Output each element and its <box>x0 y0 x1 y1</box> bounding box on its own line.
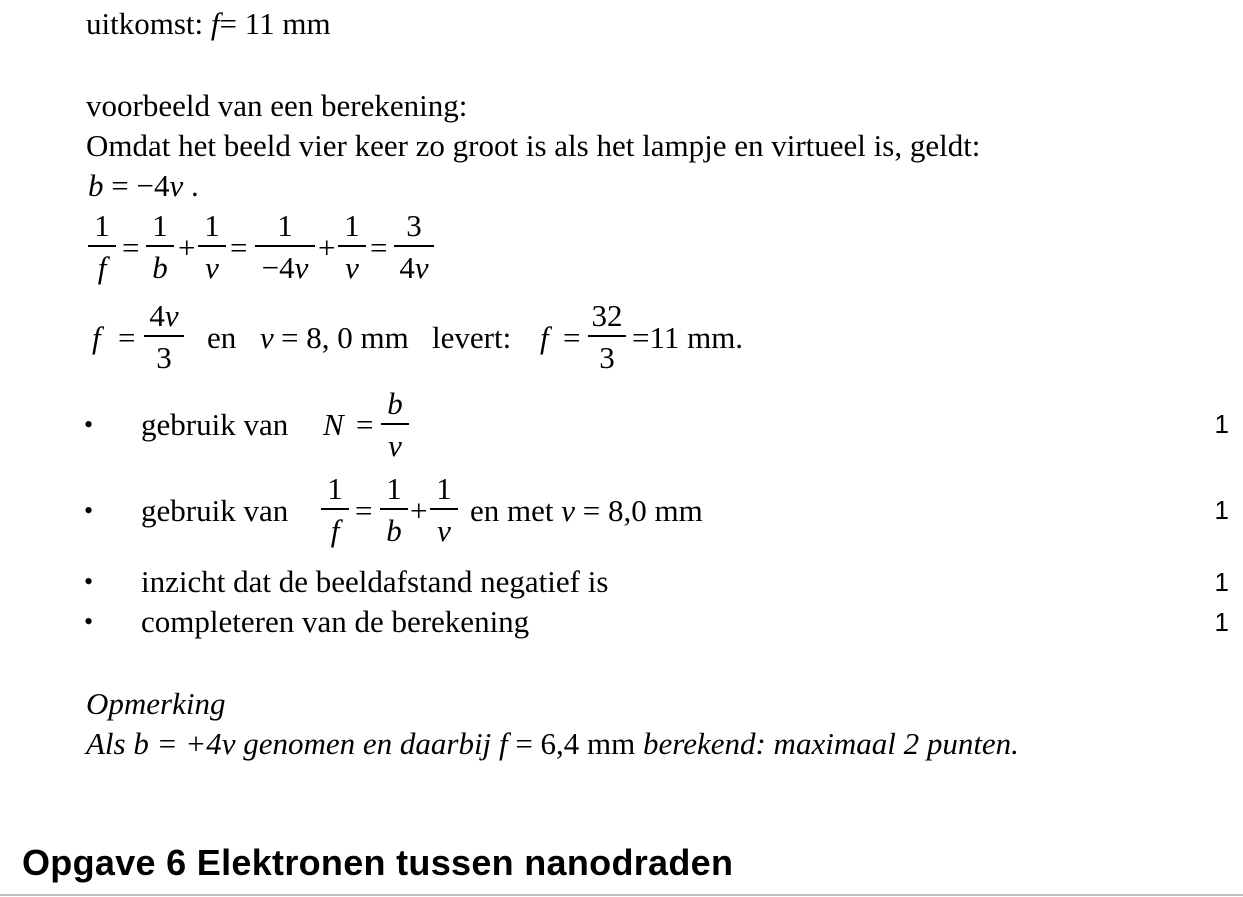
numerator: 1 <box>327 471 343 506</box>
numerator: 1 <box>344 208 360 243</box>
fraction-bar <box>198 245 226 247</box>
criterion-points: 1 <box>1214 607 1229 637</box>
fraction-32-over-3 <box>588 300 626 380</box>
example-sentence: Omdat het beeld vier keer zo groot is als het lampje en virtueel is, geldt: <box>86 128 981 163</box>
var-v: v <box>260 320 274 355</box>
result-value: = 11 mm <box>219 6 331 41</box>
denominator-variable: v <box>414 250 429 285</box>
numerator: b <box>387 386 403 421</box>
fraction-bar <box>430 508 458 510</box>
denominator: f <box>330 513 340 548</box>
fraction-4v-over-3 <box>144 300 184 380</box>
denominator: b <box>386 513 402 548</box>
denominator: v <box>345 250 359 285</box>
fraction-3-over-4v <box>394 210 434 290</box>
equals: = <box>122 230 140 265</box>
denominator <box>394 252 434 283</box>
criterion-points: 1 <box>1214 409 1229 439</box>
fraction-bar <box>338 245 366 247</box>
criterion-suffix-text: en met <box>470 493 554 528</box>
equals: = <box>563 320 581 355</box>
numerator: 1 <box>94 208 110 243</box>
var-v: v <box>169 168 184 203</box>
numerator: 32 <box>591 298 623 333</box>
denominator: 3 <box>156 340 172 375</box>
result-label: uitkomst: <box>86 6 204 41</box>
remark-value: = 6,4 mm <box>507 726 636 761</box>
fraction-bar <box>144 335 184 337</box>
fraction-1-over-v <box>430 473 458 553</box>
example-title: voorbeeld van een berekening: <box>86 88 468 123</box>
remark-text <box>86 728 1019 759</box>
numerator-coefficient: 4 <box>149 298 165 333</box>
var-b: b <box>88 168 104 203</box>
denominator: v <box>205 250 219 285</box>
equals: = <box>355 493 373 528</box>
section-heading: Opgave 6 Elektronen tussen nanodraden <box>22 842 734 883</box>
numerator: 1 <box>436 471 452 506</box>
bullet: • <box>84 607 94 636</box>
denominator: v <box>437 513 451 548</box>
criterion-points: 1 <box>1214 567 1229 597</box>
remark-part: Als b = +4 <box>86 726 222 761</box>
denominator <box>255 252 315 283</box>
plus: + <box>318 230 336 265</box>
criterion-text: gebruik van <box>141 493 289 528</box>
result-variable: f <box>210 6 220 41</box>
var-N: N <box>323 407 344 442</box>
heading-divider <box>0 894 1243 896</box>
remark-part: berekend: maximaal 2 punten. <box>635 726 1019 761</box>
result-value: =11 mm. <box>632 320 744 355</box>
fraction-1-over-f <box>88 210 116 290</box>
numerator-variable: v <box>164 298 179 333</box>
word-en: en <box>207 320 237 355</box>
numerator <box>144 300 184 331</box>
var-f: f <box>92 320 101 355</box>
remark-title: Opmerking <box>86 686 226 721</box>
fraction-1-over-v <box>198 210 226 290</box>
fraction-bar <box>381 423 409 425</box>
numerator: 1 <box>152 208 168 243</box>
denominator-coefficient: 4 <box>399 250 415 285</box>
criterion-text: inzicht dat de beeldafstand negatief is <box>141 564 609 599</box>
fraction-1-over-neg4v <box>255 210 315 290</box>
fraction-1-over-f <box>321 473 349 553</box>
equals: = <box>370 230 388 265</box>
denominator: f <box>97 250 107 285</box>
var-f: f <box>498 726 508 761</box>
fraction-bar <box>146 245 174 247</box>
denominator: 3 <box>599 340 615 375</box>
fraction-bar <box>88 245 116 247</box>
numerator: 1 <box>386 471 402 506</box>
denominator-variable: v <box>294 250 309 285</box>
bullet: • <box>84 567 94 596</box>
equals: = <box>356 407 374 442</box>
v-value: = 8, 0 mm <box>281 320 409 355</box>
fraction-bar <box>588 335 626 337</box>
criterion-text: completeren van de berekening <box>141 604 530 639</box>
numerator: 1 <box>277 208 293 243</box>
criterion-text: gebruik van <box>141 407 289 442</box>
equals: = <box>230 230 248 265</box>
fraction-bar <box>255 245 315 247</box>
result-line <box>86 8 331 39</box>
equals: = <box>118 320 136 355</box>
var-v: v <box>561 493 576 528</box>
word-levert: levert: <box>432 320 512 355</box>
denominator: b <box>152 250 168 285</box>
remark-part: genomen en daarbij <box>235 726 499 761</box>
image-distance-equation <box>88 170 199 201</box>
fraction-1-over-b <box>380 473 408 553</box>
v-value: = 8,0 mm <box>575 493 703 528</box>
fraction-1-over-v <box>338 210 366 290</box>
fraction-bar <box>380 508 408 510</box>
criterion-points: 1 <box>1214 495 1229 525</box>
eq-end: . <box>183 168 199 203</box>
eq-minus4: = −4 <box>103 168 170 203</box>
plus: + <box>410 493 428 528</box>
plus: + <box>178 230 196 265</box>
var-f: f <box>540 320 549 355</box>
var-v: v <box>221 726 236 761</box>
fraction-b-over-v <box>381 388 409 468</box>
denominator: v <box>388 428 402 463</box>
bullet: • <box>84 496 94 525</box>
fraction-1-over-b <box>146 210 174 290</box>
fraction-bar <box>394 245 434 247</box>
numerator: 3 <box>406 208 422 243</box>
bullet: • <box>84 410 94 439</box>
criterion-suffix <box>470 495 703 526</box>
numerator: 1 <box>204 208 220 243</box>
fraction-bar <box>321 508 349 510</box>
denominator-coefficient: −4 <box>261 250 295 285</box>
